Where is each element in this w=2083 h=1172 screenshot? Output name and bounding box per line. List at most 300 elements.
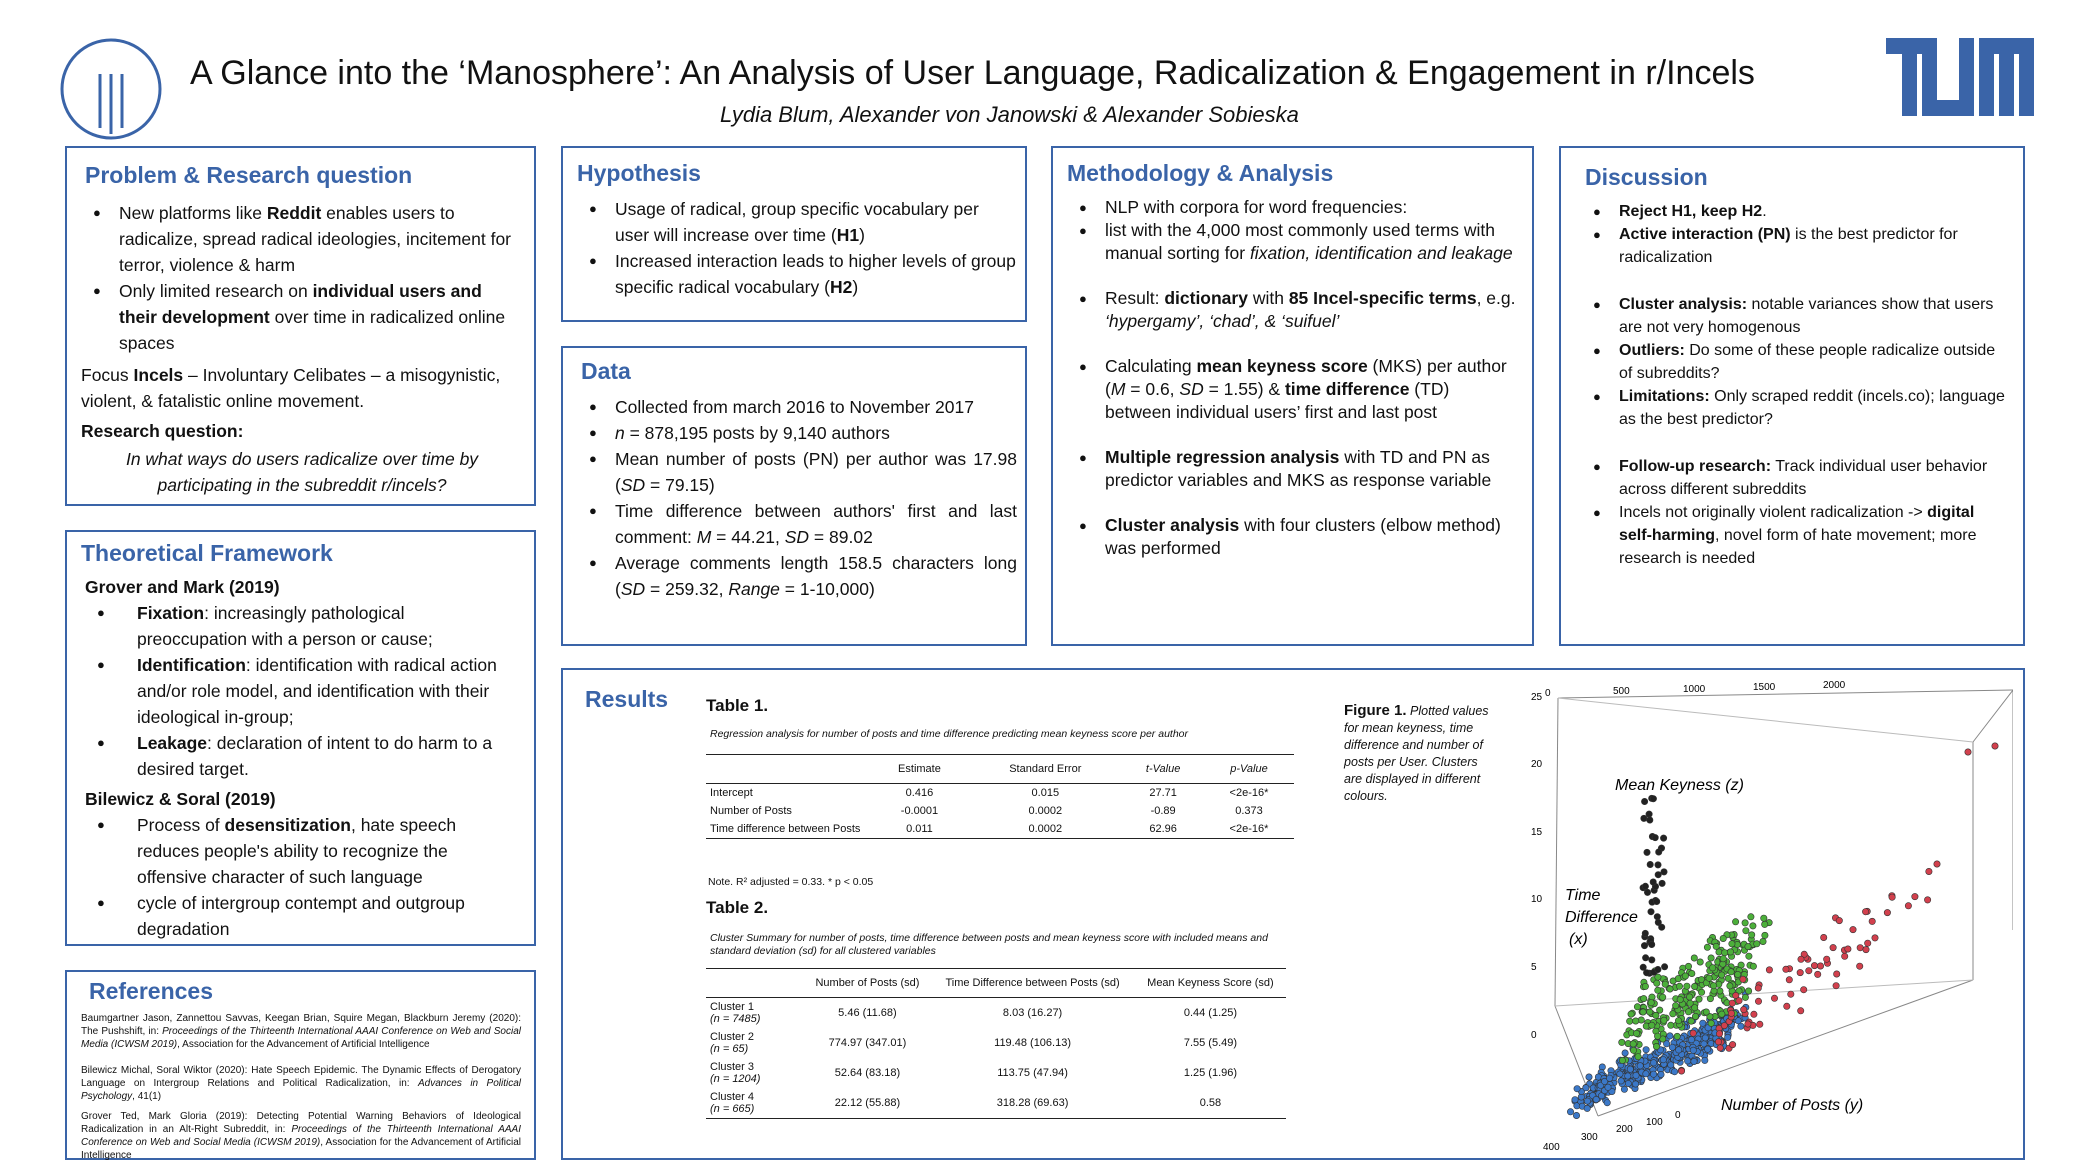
scatter-point [1627,1018,1633,1024]
method-regression: ● Multiple regression analysis with TD and PN as predictor variables and MKS as response variable [1067,446,1517,492]
method-nlp: ● NLP with corpora for word frequencies: ● list with the 4,000 most commonly used terms with manual sorting for fixation, identification and leakage [1067,196,1517,265]
table-cell: 52.64 (83.18) [834,1067,901,1079]
data-item-3: ● Mean number of posts (PN) per author was 17.98 (SD = 79.15) [577,446,1017,498]
scatter-point [1845,946,1851,952]
scatter-point [1649,1022,1655,1028]
scatter-point [1708,1020,1714,1026]
table-cell: 0.011 [906,823,933,835]
scatter-point [1635,1054,1641,1060]
scatter-point [1857,963,1863,969]
table-cell: Cluster 3 (n = 1204) [710,1061,761,1085]
theory-source-2: Bilewicz & Soral (2019) [85,789,276,809]
table-cell: 774.97 (347.01) [828,1037,907,1049]
axis-tick-label: 500 [1613,686,1630,697]
scatter-point [1654,898,1660,904]
scatter-point [1824,956,1830,962]
scatter-point [1661,869,1667,875]
scatter-point [1761,915,1767,921]
discussion-panel [1559,146,2025,646]
problem-list [81,200,521,356]
table-cell: -0.0001 [900,805,939,817]
scatter-point [1924,897,1930,903]
table1-caption: Regression analysis for number of posts and time difference predicting mean keyness score per author [710,728,1188,740]
table1-note: Note. R² adjusted = 0.33. * p < 0.05 [708,876,874,888]
results-panel [561,668,2025,1160]
scatter-point [1762,921,1768,927]
data-panel [561,346,1027,646]
scatter-point [1640,1009,1646,1015]
table-cell: Number of Posts [710,805,792,817]
discussion-item-5: ● Limitations: Only scraped reddit (incels.co); language as the best predictor? [1581,385,2011,431]
research-question-label: Research question: [81,421,244,441]
hypothesis-title: Hypothesis [577,160,701,186]
scatter-point [1617,1071,1623,1077]
discussion-item-6: ● Follow-up research: Track individual user behavior across different subreddits [1581,455,2011,501]
scatter-point [1676,1047,1682,1053]
scatter-point [1729,1000,1735,1006]
scatter-point [1686,994,1692,1000]
scatter-point [1655,872,1661,878]
scatter-point [1641,798,1647,804]
scatter-point [1700,1020,1706,1026]
scatter-point [1573,1112,1579,1118]
scatter-point [1660,994,1666,1000]
hypothesis-2: ● Increased interaction leads to higher levels of group specific radical vocabulary (H2) [577,248,1017,300]
scatter-point [1862,909,1868,915]
scatter-point [1685,963,1691,969]
references-title: References [89,978,214,1004]
x-axis-label: (x) [1569,931,1588,948]
scatter-point [1965,749,1971,755]
scatter-point [1889,894,1895,900]
scatter-point [1869,918,1875,924]
scatter-point [1642,930,1648,936]
scatter-point [1642,883,1648,889]
scatter-point [1872,935,1878,941]
scatter-point [1677,996,1683,1002]
scatter-point [1649,941,1655,947]
scatter-point [1691,955,1697,961]
university-seal-logo [58,36,164,142]
scatter-point [1642,955,1648,961]
discussion-item-2: ● Active interaction (PN) is the best predictor for radicalization [1581,223,2011,269]
scatter-point [1836,917,1842,923]
axis-tick-label: 400 [1543,1142,1560,1153]
scatter-point [1647,817,1653,823]
scatter-point [1727,949,1733,955]
scatter-point [1729,941,1735,947]
scatter-point [1633,1072,1639,1078]
method-cluster: ● Cluster analysis with four clusters (elbow method) was performed [1067,514,1517,560]
scatter-point [1654,1033,1660,1039]
scatter-point [1674,1033,1680,1039]
scatter-point [1717,988,1723,994]
table-cell: 0.0002 [1028,805,1063,817]
scatter-point [1743,928,1749,934]
scatter-point [1572,1097,1578,1103]
scatter-point [1729,1041,1735,1047]
scatter-point [1689,970,1695,976]
scatter-point [1653,1043,1659,1049]
scatter-point [1667,1033,1673,1039]
scatter-point [1673,1002,1679,1008]
scatter-point [1817,963,1823,969]
x-axis-label: Difference [1565,909,1638,926]
table-cell: <2e-16* [1229,787,1269,799]
table2-header: Number of Posts (sd) [805,969,931,998]
discussion-item-1: ● Reject H1, keep H2. [1581,200,2011,223]
scatter-point [1806,968,1812,974]
scatter-point [1647,1009,1653,1015]
scatter-point [1647,861,1653,867]
scatter-point [1751,1011,1757,1017]
axis-tick-label: 20 [1531,759,1543,770]
research-question-text: In what ways do users radicalize over time by participating in the subreddit r/incels? [125,449,479,495]
scatter-point [1678,1068,1684,1074]
axis-tick-label: 5 [1531,962,1537,973]
scatter-point [1652,834,1658,840]
scatter-point [1884,909,1890,915]
axis-tick-label: 15 [1531,827,1543,838]
scatter-point [1725,1034,1731,1040]
scatter-point [1771,995,1777,1001]
discussion-title: Discussion [1585,164,1708,190]
scatter-point [1661,964,1667,970]
scatter-plot-3d [1503,680,2013,1156]
scatter-point [1721,1022,1727,1028]
scatter-point [1622,1050,1628,1056]
scatter-point [1627,1066,1633,1072]
scatter-point [1618,1078,1624,1084]
scatter-point [1682,973,1688,979]
hypothesis-list [577,196,1017,300]
table2-caption: Cluster Summary for number of posts, time difference between posts and mean keyness score with included means and standard deviation (sd) for all clustered variables [710,932,1268,957]
scatter-point [1745,1021,1751,1027]
scatter-point [1742,920,1748,926]
table-row [706,1028,1286,1058]
scatter-point [1865,940,1871,946]
scatter-point [1660,1057,1666,1063]
scatter-point [1662,981,1668,987]
scatter-point [1719,1011,1725,1017]
discussion-item-7: ● Incels not originally violent radicalization -> digital self-harming, novel form of hate movement; more research is needed [1581,501,2011,570]
scatter-point [1655,987,1661,993]
scatter-point [1641,942,1647,948]
scatter-point [1720,956,1726,962]
scatter-point [1648,1000,1654,1006]
table1-header: Standard Error [968,755,1122,784]
table-row [706,802,1294,820]
scatter-point [1857,945,1863,951]
table-cell: 1.25 (1.96) [1183,1067,1238,1079]
scatter-point [1633,1018,1639,1024]
table-cell: 0.015 [1031,787,1060,799]
theory-list-1 [85,600,505,782]
scatter-point [1728,1010,1734,1016]
scatter-point [1798,956,1804,962]
scatter-point [1741,1006,1747,1012]
scatter-point [1656,849,1662,855]
problem-title: Problem & Research question [85,162,413,188]
scatter-point [1630,1047,1636,1053]
scatter-point [1926,868,1932,874]
scatter-point [1583,1085,1589,1091]
table-cell: 0.373 [1235,805,1263,817]
table-cell: 0.0002 [1028,823,1063,835]
axis-tick-label: 100 [1646,1117,1663,1128]
scatter-point [1660,835,1666,841]
data-title: Data [581,358,631,384]
table-cell: <2e-16* [1229,823,1269,835]
table1-header: p-Value [1204,755,1294,784]
scatter-point [1788,991,1794,997]
axis-tick-label: 300 [1581,1132,1598,1143]
scatter-point [1690,1030,1696,1036]
axis-tick-label: 25 [1531,692,1543,703]
scatter-point [1720,935,1726,941]
reference-1: Baumgartner Jason, Zannettou Savvas, Keegan Brian, Squire Megan, Blackburn Jeremy (2020): The Pushshift, in: Proceedings of the Thirteenth International AAAI Conference on Web and Social Media (ICWSM 2019), Association for the Advancement of Artificial Intelligence [81,1013,521,1050]
table1-grid [706,755,1294,838]
table1-header: Estimate [871,755,969,784]
scatter-point [1703,1009,1709,1015]
problem-bullet-2: ● Only limited research on individual users and their development over time in radicalized online spaces [81,278,521,356]
table-cell: 27.71 [1149,787,1177,799]
scatter-point [1659,880,1665,886]
scatter-point [1830,944,1836,950]
table-row [706,784,1294,803]
scatter-point [1755,998,1761,1004]
scatter-point [1801,987,1807,993]
scatter-point [1766,967,1772,973]
scatter-point [1719,972,1725,978]
scatter-point [1625,1073,1631,1079]
table2-grid [706,969,1286,1118]
axis-tick-label: 2000 [1823,680,1846,691]
scatter-point [1702,1057,1708,1063]
axis-tick-label: 10 [1531,894,1543,905]
z-axis-label: Mean Keyness (z) [1615,777,1744,794]
scatter-point [1644,849,1650,855]
scatter-point [1667,986,1673,992]
scatter-point [1707,995,1713,1001]
table-cell: 62.96 [1149,823,1177,835]
scatter-point [1637,1063,1643,1069]
data-list [577,394,1017,602]
scatter-point [1748,914,1754,920]
scatter-point [1705,1046,1711,1052]
table2-title: Table 2. [706,898,769,917]
figure-caption: Figure 1. Plotted values for mean keyness, time difference and number of posts per User. Clusters are displayed in different colours. [1344,702,1489,803]
leakage-item: ● Leakage: declaration of intent to do harm to a desired target. [85,730,505,782]
scatter-point [1815,971,1821,977]
fixation-item: ● Fixation: increasingly pathological preoccupation with a person or cause; [85,600,505,652]
scatter-point [1702,1035,1708,1041]
scatter-point [1648,909,1654,915]
poster-authors: Lydia Blum, Alexander von Janowski & Alexander Sobieska [720,102,1299,127]
axis-tick-label: 0 [1531,1030,1537,1041]
scatter-point [1692,1005,1698,1011]
scatter-point [1605,1084,1611,1090]
x-axis-label: Time [1565,887,1601,904]
methodology-panel [1051,146,1534,646]
table-cell: 7.55 (5.49) [1183,1037,1238,1049]
theory-source-1: Grover and Mark (2019) [85,577,280,597]
scatter-point [1750,923,1756,929]
method-nlp-sub: ● list with the 4,000 most commonly used terms with manual sorting for fixation, identification and leakage [1067,219,1517,265]
scatter-point [1736,998,1742,1004]
scatter-point [1863,946,1869,952]
scatter-point [1834,971,1840,977]
scatter-point [1754,941,1760,947]
scatter-point [1688,1037,1694,1043]
axis-tick-label: 0 [1675,1110,1681,1121]
scatter-point [1675,1018,1681,1024]
scatter-point [1658,1071,1664,1077]
scatter-point [1642,983,1648,989]
scatter-point [1619,1057,1625,1063]
table-cell: 0.416 [905,787,934,799]
scatter-point [1650,796,1656,802]
table-row [706,820,1294,838]
method-keyness: ● Calculating mean keyness score (MKS) per author (M = 0.6, SD = 1.55) & time difference (TD) between individual users’ first and last post [1067,355,1517,424]
scatter-point [1760,938,1766,944]
scatter-point [1650,1060,1656,1066]
problem-focus: Focus Incels – Involuntary Celibates – a misogynistic, violent, & fatalistic online movement. [81,365,501,411]
scatter-point [1584,1105,1590,1111]
scatter-point [1728,969,1734,975]
scatter-point [1653,1012,1659,1018]
table-row [706,1058,1286,1088]
scatter-point [1691,1058,1697,1064]
reference-3: Grover Ted, Mark Gloria (2019): Detecting Potential Warning Behaviors of Ideological Radicalization in an Alt-Right Subreddit, in: Proceedings of the Thirteenth International AAAI Conference on Web and Social Media (ICWSM 2019), Association for the Advancement of Artificial Intelligence [81,1111,522,1161]
scatter-point [1934,861,1940,867]
scatter-point [1750,963,1756,969]
table-cell: 0.58 [1199,1097,1222,1109]
scatter-point [1567,1109,1573,1115]
scatter-point [1584,1098,1590,1104]
scatter-point [1654,914,1660,920]
methodology-title: Methodology & Analysis [1067,160,1334,186]
scatter-point [1697,959,1703,965]
scatter-point [1708,955,1714,961]
table2-header: Mean Keyness Score (sd) [1135,969,1286,998]
discussion-item-3: ● Cluster analysis: notable variances show that users are not very homogenous [1581,293,2011,339]
scatter-point [1638,1017,1644,1023]
scatter-point [1650,1071,1656,1077]
scatter-point [1746,953,1752,959]
scatter-point [1740,976,1746,982]
desensitization-item: ● Process of desensitization, hate speech reduces people's ability to recognize the offensive character of such language [85,812,505,890]
table-cell: Cluster 2 (n = 65) [710,1031,755,1055]
problem-bullet-1: ● New platforms like Reddit enables users to radicalize, spread radical ideologies, incitement for terror, violence & harm [81,200,521,278]
scatter-point [1784,1003,1790,1009]
scatter-point [1745,943,1751,949]
table-cell: 0.44 (1.25) [1183,1007,1238,1019]
theory-list-2 [85,812,505,942]
scatter-point [1655,862,1661,868]
scatter-point [1786,977,1792,983]
scatter-point [1625,1080,1631,1086]
table-cell: Time difference between Posts [710,823,861,835]
data-item-5: ● Average comments length 158.5 characters long (SD = 259.32, Range = 1-10,000) [577,550,1017,602]
discussion-content [1581,200,2011,570]
axis-tick-label: 1500 [1753,682,1776,693]
scatter-point [1696,996,1702,1002]
references-panel [65,970,536,1160]
tum-logo [1886,38,2034,116]
scatter-point [1619,1039,1625,1045]
table-cell: 318.28 (69.63) [996,1097,1069,1109]
scatter-point [1690,1047,1696,1053]
data-item-1: ● Collected from march 2016 to November 2017 [577,394,1017,420]
hypothesis-panel [561,146,1027,322]
scatter-point [1593,1096,1599,1102]
scatter-point [1716,949,1722,955]
data-item-2: ● n = 878,195 posts by 9,140 authors [577,420,1017,446]
scatter-point [1797,969,1803,975]
scatter-point [1684,983,1690,989]
table-cell: 8.03 (16.27) [1002,1007,1063,1019]
scatter-point [1668,1022,1674,1028]
scatter-point [1628,1011,1634,1017]
scatter-point [1783,966,1789,972]
scatter-point [1698,989,1704,995]
scatter-point [1586,1074,1592,1080]
scatter-point [1641,815,1647,821]
method-result: ● Result: dictionary with 85 Incel-specific terms, e.g. ‘hypergamy’, ‘chad’, & ‘suifuel’ [1067,287,1517,333]
table1 [706,754,1294,839]
scatter-point [1749,932,1755,938]
scatter-point [1604,1100,1610,1106]
scatter-point [1671,1069,1677,1075]
scatter-point [1659,924,1665,930]
scatter-point [1912,893,1918,899]
axis-tick-label: 200 [1616,1124,1633,1135]
scatter-point [1735,971,1741,977]
table1-header-row [706,755,1294,784]
scatter-point [1634,1004,1640,1010]
scatter-point [1716,1031,1722,1037]
reference-2: Bilewicz Michal, Soral Wiktor (2020): Hate Speech Epidemic. The Dynamic Effects of Derogatory Language on Intergroup Relations and Political Radicalization, in: Advances in Political Psychology, 41(1) [81,1065,521,1102]
table1-title: Table 1. [706,696,769,715]
scatter-point [1606,1075,1612,1081]
scatter-point [1833,983,1839,989]
hypothesis-1: ● Usage of radical, group specific vocabulary per user will increase over time (H1) [577,196,1017,248]
theory-panel [65,530,536,946]
y-axis-label: Number of Posts (y) [1721,1097,1864,1114]
table2 [706,968,1286,1119]
scatter-point [1850,926,1856,932]
scatter-point [1722,950,1728,956]
scatter-point [1643,1047,1649,1053]
scatter-point [1717,1045,1723,1051]
scatter-point [1649,957,1655,963]
scatter-point [1661,1017,1667,1023]
scatter-point [1905,903,1911,909]
poster-title: A Glance into the ‘Manosphere’: An Analysis of User Language, Radicalization & Engagement in r/Incels [190,54,1755,92]
table2-header: Time Difference between Posts (sd) [930,969,1135,998]
scatter-point [1668,1062,1674,1068]
scatter-point [1574,1086,1580,1092]
scatter-point [1676,983,1682,989]
scatter-point [1643,1071,1649,1077]
table-cell: 113.75 (47.94) [997,1067,1068,1079]
scatter-point [1633,1030,1639,1036]
scatter-point [1704,944,1710,950]
scatter-point [1811,962,1817,968]
scatter-point [1643,970,1649,976]
discussion-item-4: ● Outliers: Do some of these people radicalize outside of subreddits? [1581,339,2011,385]
